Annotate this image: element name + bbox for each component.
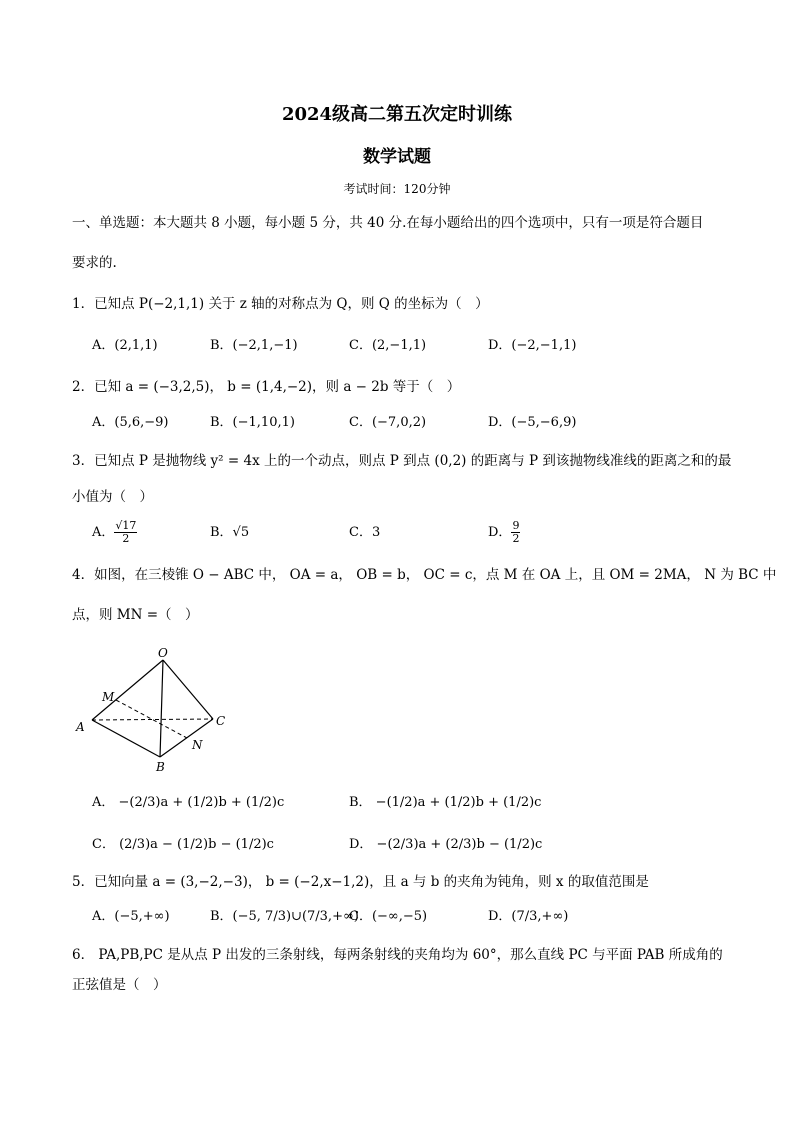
question-4-option-c: C． (2/3)a − (1/2)b − (1/2)c (92, 837, 274, 852)
question-1-option-b: B．(−2,1,−1) (210, 338, 298, 353)
question-5-stem: 5．已知向量 a = (3,−2,−3)， b = (−2,x−1,2)，且 a 与 b 的夹角为钝角，则 x 的取值范围是 (72, 874, 649, 890)
question-2-option-a: A．(5,6,−9) (92, 415, 169, 430)
fraction-numerator: √17 (115, 519, 137, 532)
section-heading-line1: 一、单选题：本大题共 8 小题，每小题 5 分，共 40 分.在每小题给出的四个选项中，只有一项是符合题目 (72, 215, 704, 231)
question-6-stem-line1: 6． PA,PB,PC 是从点 P 出发的三条射线，每两条射线的夹角均为 60°，那么直线 PC 与平面 PAB 所成角的 (72, 947, 723, 963)
question-3-option-d-label: D． (488, 525, 512, 540)
question-3-option-a-label: A． (92, 525, 115, 540)
exam-subtitle: 数学试题 (363, 147, 431, 167)
question-1-option-a: A．(2,1,1) (92, 338, 158, 353)
question-2-option-c: C．(−7,0,2) (349, 415, 427, 430)
question-3-option-b: B．√5 (210, 525, 250, 540)
label-A: A (76, 720, 85, 734)
exam-time: 考试时间：120分钟 (343, 182, 451, 196)
question-2-option-d: D．(−5,−6,9) (488, 415, 577, 430)
question-5-option-b: B．(−5, 7/3)∪(7/3,+∞) (210, 909, 359, 924)
fraction-denominator: 2 (512, 532, 520, 545)
question-1-stem: 1．已知点 P(−2,1,1) 关于 z 轴的对称点为 Q，则 Q 的坐标为（ ） (72, 296, 489, 312)
fraction-denominator: 2 (122, 532, 130, 545)
question-3-option-a-fraction (114, 520, 137, 545)
question-4-option-b: B． −(1/2)a + (1/2)b + (1/2)c (349, 795, 542, 810)
fraction-numerator: 9 (512, 519, 520, 532)
question-4-stem-line1: 4．如图，在三棱锥 O − ABC 中， OA = a， OB = b， OC = c，点 M 在 OA 上，且 OM = 2MA， N 为 BC 中 (72, 567, 777, 583)
question-1-option-d: D．(−2,−1,1) (488, 338, 577, 353)
question-3-option-a (92, 516, 137, 550)
question-3-stem-line1: 3．已知点 P 是抛物线 y² = 4x 上的一个动点，则点 P 到点 (0,2) 的距离与 P 到该抛物线准线的距离之和的最 (72, 453, 732, 469)
section-heading-line2: 要求的. (72, 255, 117, 271)
question-5-option-a: A．(−5,+∞) (92, 909, 170, 924)
edge-OB (160, 660, 163, 757)
question-2-stem: 2．已知 a = (−3,2,5)， b = (1,4,−2)，则 a − 2b 等于（ ） (72, 379, 461, 395)
question-4-stem-line2: 点，则 MN =（ ） (72, 607, 199, 623)
question-6-stem-line2: 正弦值是（ ） (72, 977, 167, 993)
question-2-option-b: B．(−1,10,1) (210, 415, 295, 430)
question-3-stem-line2: 小值为（ ） (72, 489, 153, 505)
question-1-option-c: C．(2,−1,1) (349, 338, 427, 353)
edge-AB (92, 720, 160, 757)
edge-AC-hidden (92, 719, 213, 720)
edge-OC (163, 660, 213, 719)
question-5-option-d: D．(7/3,+∞) (488, 909, 569, 924)
label-N: N (192, 738, 203, 752)
tetrahedron-figure (70, 645, 240, 775)
exam-title: 2024级高二第五次定时训练 (281, 104, 513, 125)
label-M: M (102, 690, 115, 704)
question-3-option-c: C．3 (349, 525, 381, 540)
label-O: O (158, 646, 168, 660)
question-4-option-a: A． −(2/3)a + (1/2)b + (1/2)c (92, 795, 285, 810)
question-5-option-c: C．(−∞,−5) (349, 909, 428, 924)
label-C: C (216, 714, 226, 728)
question-3-option-d-fraction (511, 520, 520, 545)
label-B: B (156, 760, 165, 774)
question-3-option-d (488, 516, 520, 550)
question-4-option-d: D． −(2/3)a + (2/3)b − (1/2)c (349, 837, 543, 852)
